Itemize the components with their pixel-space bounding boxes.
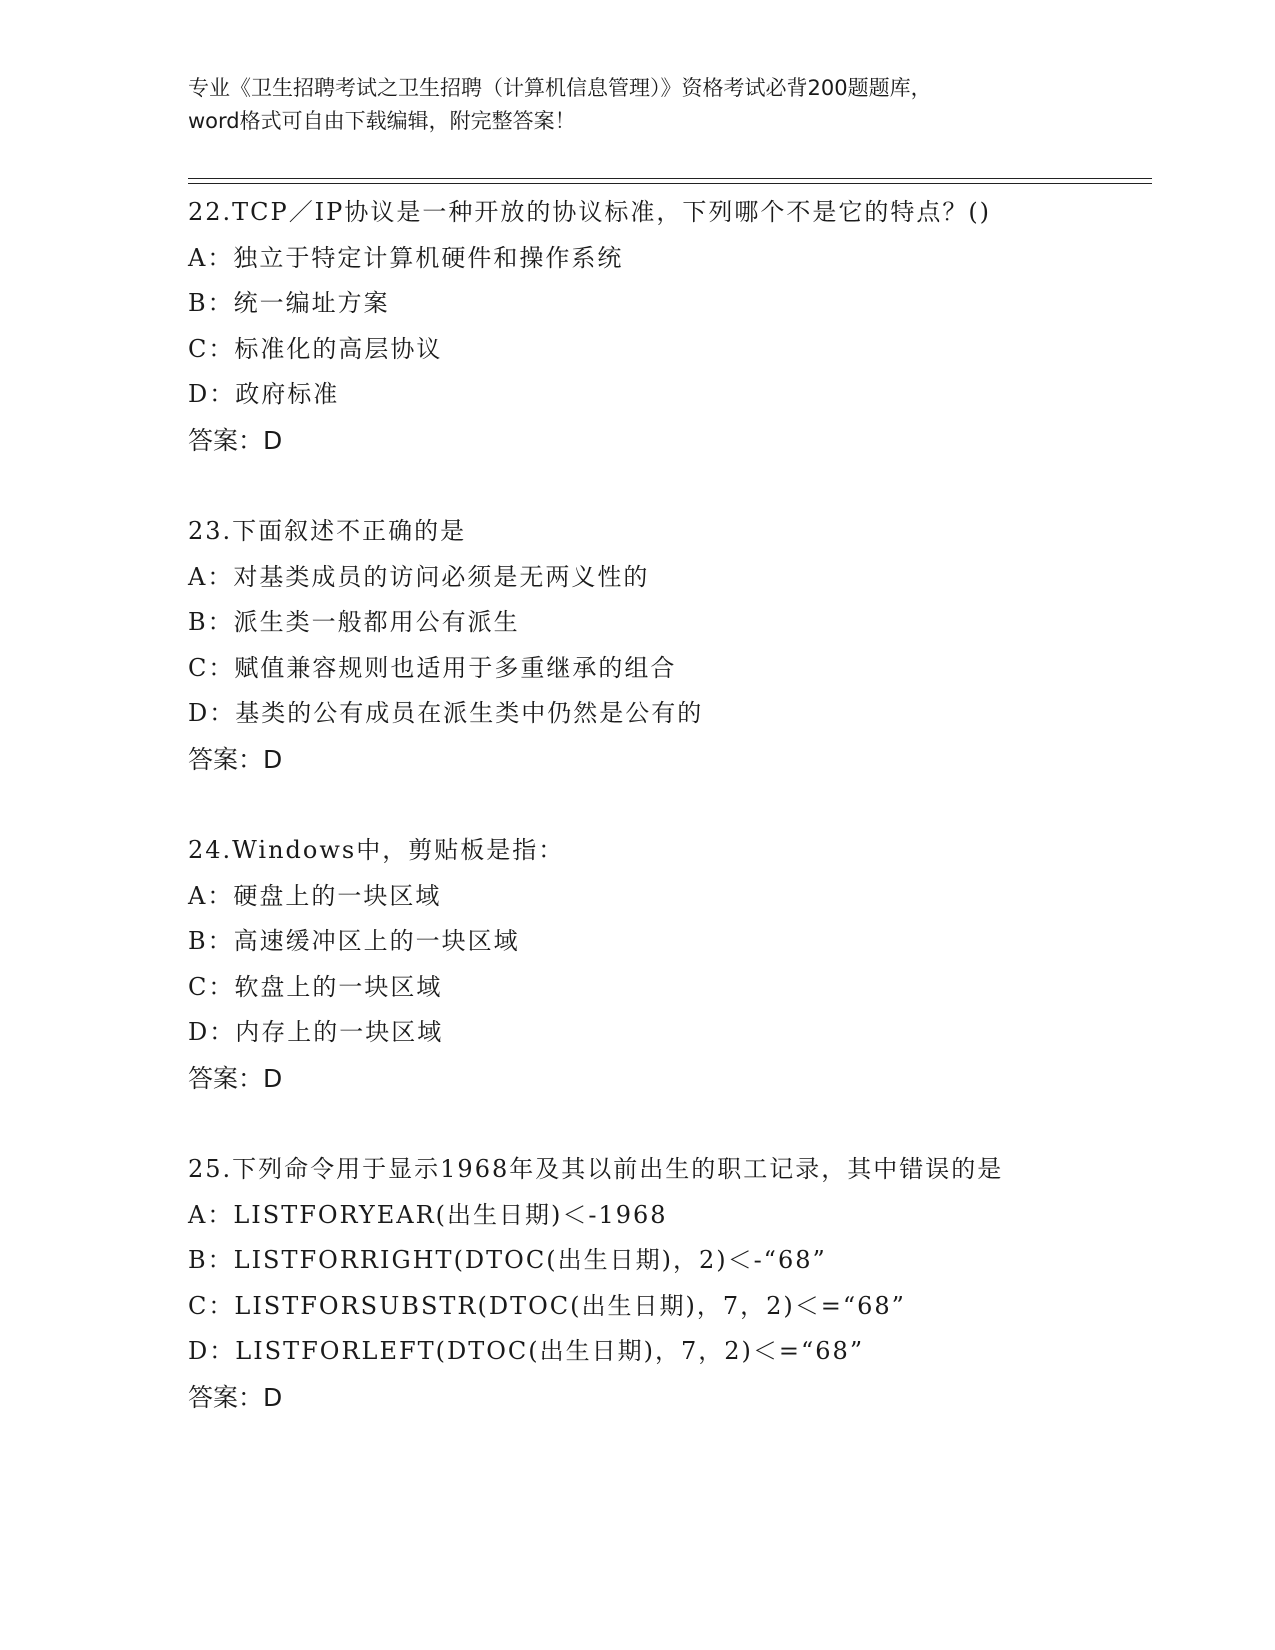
- option-letter: D: [188, 380, 210, 408]
- option-separator: ：: [209, 699, 236, 727]
- question-item: [188, 828, 1088, 1101]
- option-separator: ：: [208, 1291, 235, 1320]
- option-letter: C: [188, 1291, 209, 1320]
- option-text: LISTFORRIGHT(DTOC(出生日期)，2)＜-“68”: [233, 1246, 827, 1274]
- option-d: [188, 1329, 1088, 1375]
- option-separator: ：: [207, 608, 234, 636]
- option-letter: D: [188, 1337, 210, 1365]
- option-letter: B: [188, 1246, 208, 1274]
- option-a: [188, 874, 1088, 920]
- option-letter: D: [188, 1018, 210, 1046]
- option-c: [188, 646, 1088, 692]
- option-letter: A: [188, 243, 208, 272]
- option-separator: ：: [207, 1200, 234, 1229]
- option-letter: B: [188, 289, 208, 317]
- answer-label: 答案：D: [188, 744, 283, 774]
- option-letter: A: [188, 562, 208, 591]
- option-c: [188, 965, 1088, 1011]
- answer-label: 答案：D: [188, 1382, 283, 1412]
- option-letter: C: [188, 334, 209, 363]
- question-item: [188, 1147, 1088, 1420]
- option-a: [188, 236, 1088, 282]
- option-separator: ：: [208, 334, 235, 363]
- header-divider-top: [188, 178, 1152, 179]
- option-b: [188, 281, 1088, 327]
- option-separator: ：: [209, 1337, 236, 1365]
- option-letter: C: [188, 653, 209, 682]
- option-c: [188, 1284, 1088, 1330]
- answer-label: 答案：D: [188, 425, 283, 455]
- option-separator: ：: [208, 653, 235, 682]
- option-letter: C: [188, 972, 209, 1001]
- option-c: [188, 327, 1088, 373]
- option-text: 内存上的一块区域: [235, 1018, 444, 1046]
- header-divider-bottom: [188, 183, 1152, 184]
- option-letter: A: [188, 1200, 208, 1229]
- answer-label: 答案：D: [188, 1063, 283, 1093]
- option-text: 政府标准: [235, 380, 340, 408]
- header-line-2: word格式可自由下载编辑，附完整答案！: [188, 109, 576, 133]
- option-letter: A: [188, 881, 208, 910]
- option-separator: ：: [207, 927, 234, 955]
- option-b: [188, 919, 1088, 965]
- option-text: LISTFORYEAR(出生日期)＜-1968: [233, 1200, 668, 1229]
- option-separator: ：: [207, 881, 234, 910]
- option-text: LISTFORLEFT(DTOC(出生日期)，7，2)＜=“68”: [235, 1337, 865, 1365]
- question-text: 25.下列命令用于显示1968年及其以前出生的职工记录，其中错误的是: [188, 1155, 1004, 1183]
- option-text: 独立于特定计算机硬件和操作系统: [233, 243, 624, 272]
- option-separator: ：: [207, 243, 234, 272]
- option-text: 基类的公有成员在派生类中仍然是公有的: [235, 699, 704, 727]
- option-separator: ：: [207, 289, 234, 317]
- option-text: 高速缓冲区上的一块区域: [233, 927, 520, 955]
- question-text: 22.TCP／IP协议是一种开放的协议标准，下列哪个不是它的特点？(): [188, 198, 992, 226]
- option-text: 对基类成员的访问必须是无两义性的: [233, 562, 650, 591]
- option-separator: ：: [209, 380, 236, 408]
- option-separator: ：: [209, 1018, 236, 1046]
- option-a: [188, 1193, 1088, 1239]
- option-letter: B: [188, 927, 208, 955]
- option-text: 标准化的高层协议: [234, 334, 443, 363]
- question-text: 23.下面叙述不正确的是: [188, 517, 467, 545]
- question-list: [188, 190, 1088, 1466]
- option-separator: ：: [207, 562, 234, 591]
- option-letter: D: [188, 699, 210, 727]
- option-text: LISTFORSUBSTR(DTOC(出生日期)，7，2)＜=“68”: [234, 1291, 906, 1320]
- option-separator: ：: [207, 1246, 234, 1274]
- option-d: [188, 1010, 1088, 1056]
- option-separator: ：: [208, 972, 235, 1001]
- option-b: [188, 1238, 1088, 1284]
- option-a: [188, 555, 1088, 601]
- option-text: 硬盘上的一块区域: [233, 881, 442, 910]
- option-text: 派生类一般都用公有派生: [233, 608, 520, 636]
- option-letter: B: [188, 608, 208, 636]
- question-text: 24.Windows中，剪贴板是指：: [188, 836, 565, 864]
- document-header: [188, 72, 1088, 138]
- option-b: [188, 600, 1088, 646]
- question-item: [188, 190, 1088, 463]
- header-line-1: 专业《卫生招聘考试之卫生招聘（计算机信息管理）》资格考试必背200题题库，: [188, 76, 932, 100]
- option-text: 赋值兼容规则也适用于多重继承的组合: [234, 653, 677, 682]
- question-item: [188, 509, 1088, 782]
- option-text: 统一编址方案: [233, 289, 390, 317]
- option-d: [188, 372, 1088, 418]
- option-d: [188, 691, 1088, 737]
- option-text: 软盘上的一块区域: [234, 972, 443, 1001]
